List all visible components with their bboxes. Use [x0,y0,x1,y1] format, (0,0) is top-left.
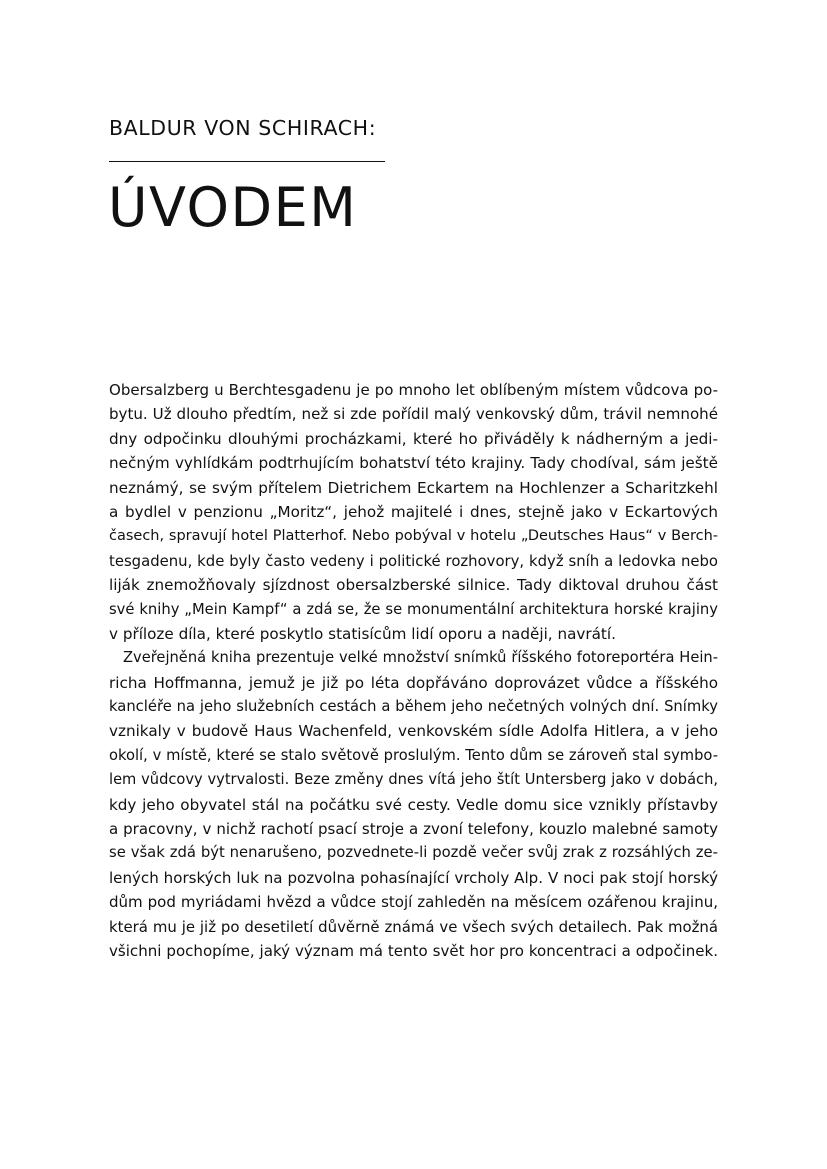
page-title: ÚVODEM [108,176,358,239]
text-line: a bydlel v penzionu „Moritz“, jehož majitelé i dnes, stejně jako v Eckartových [109,502,718,521]
text-line: lených horských luk na pozvolna pohasínající vrcholy Alp. V noci pak stojí horský [109,868,718,887]
text-line: Obersalzberg u Berchtesgadenu je po mnoho let oblíbeným místem vůdcova po- [109,381,718,399]
text-line: liják znemožňovaly sjízdnost obersalzberské silnice. Tady diktoval druhou část [109,576,718,595]
text-line: dům pod myriádami hvězd a vůdce stojí zahleděn na měsícem ozářenou krajinu, [109,893,718,912]
text-line: neznámý, se svým přítelem Dietrichem Eckartem na Hochlenzer a Scharitzkehl [109,478,718,497]
author-heading: BALDUR VON SCHIRACH: [109,116,377,140]
text-line: bytu. Už dlouho předtím, než si zde pořídil malý venkovský dům, trávil nemnohé [109,405,718,424]
text-line: tesgadenu, kde byly často vedeny i politické rozhovory, když sníh a ledovka nebo [109,551,718,570]
text-line: lem vůdcovy vytrvalosti. Beze změny dnes vítá jeho štít Untersberg jako v dobách, [109,771,718,789]
text-line: okolí, v místě, které se stalo světově proslulým. Tento dům se zároveň stal symbo- [109,746,718,764]
text-line: všichni pochopíme, jaký význam má tento svět hor pro koncentraci a odpočinek. [109,941,718,960]
text-line: nečným vyhlídkám podtrhujícím bohatství této krajiny. Tady chodíval, sám ještě [109,454,718,473]
text-line: v příloze díla, které poskytlo statisícům lidí oporu a naději, navrátí. [109,624,616,643]
text-line: své knihy „Mein Kampf“ a zdá se, že se monumentální architektura horské krajiny [109,600,718,618]
text-line: která mu je již po desetiletí důvěrně známá ve všech svých detailech. Pak možná [109,917,718,936]
text-line: kancléře na jeho služebních cestách a během jeho nečetných volných dní. Snímky [109,698,718,716]
text-line: vznikaly v budově Haus Wachenfeld, venkovském sídle Adolfa Hitlera, a v jeho [109,722,718,741]
text-line: Zveřejněná kniha prezentuje velké množství snímků říšského fotoreportéra Hein- [123,649,718,667]
text-line: se však zdá být nenarušeno, pozvednete-li pozdě večer svůj zrak z rozsáhlých ze- [109,844,718,862]
text-line: kdy jeho obyvatel stál na počátku své cesty. Vedle domu sice vznikly přístavby [109,795,718,814]
text-line: richa Hoffmanna, jemuž je již po léta dopřáváno doprovázet vůdce a říšského [109,673,718,692]
text-line: dny odpočinku dlouhými procházkami, které ho přiváděly k nádherným a jedi- [109,429,718,448]
text-line: časech, spravují hotel Platterhof. Nebo pobýval v hotelu „Deutsches Haus“ v Berch- [109,528,718,545]
body-text [109,378,718,963]
heading-divider [109,161,385,162]
text-line: a pracovny, v nichž rachotí psací stroje a zvoní telefony, kouzlo malebné samoty [109,820,718,839]
